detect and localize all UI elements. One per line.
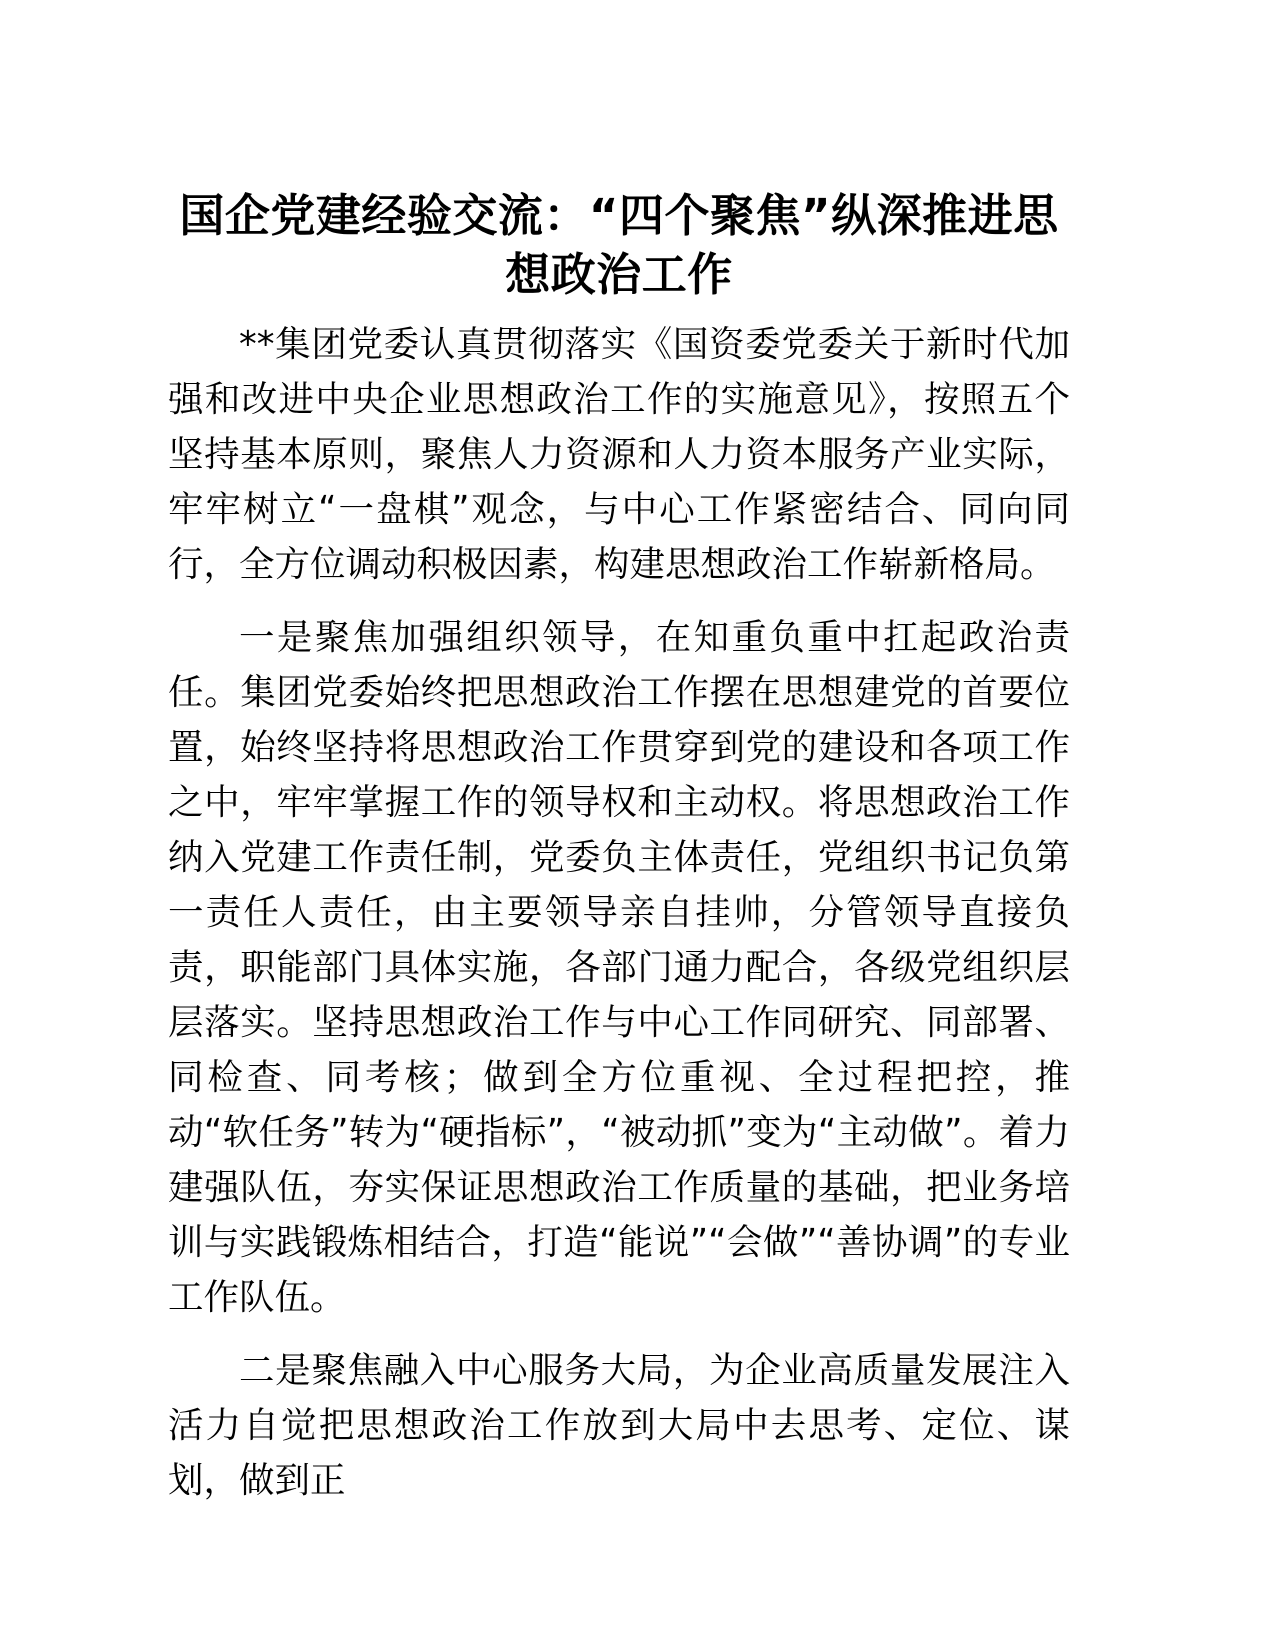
document-body <box>168 186 1070 1512</box>
paragraph-spacer <box>168 1329 1070 1343</box>
paragraph-spacer <box>168 596 1070 610</box>
paragraph-2: 一是聚焦加强组织领导，在知重负重中扛起政治责任。集团党委始终把思想政治工作摆在思想建党的首要位置，始终坚持将思想政治工作贯穿到党的建设和各项工作之中，牢牢掌握工作的领导权和主动权。将思想政治工作纳入党建工作责任制，党委负主体责任，党组织书记负第一责任人责任，由主要领导亲自挂帅，分管领导直接负责，职能部门具体实施，各部门通力配合，各级党组织层层落实。坚持思想政治工作与中心工作同研究、同部署、同检查、同考核；做到全方位重视、全过程把控，推动“软任务”转为“硬指标”，“被动抓”变为“主动做”。着力建强队伍，夯实保证思想政治工作质量的基础，把业务培训与实践锻炼相结合，打造“能说”“会做”“善协调”的专业工作队伍。 <box>168 616 1070 1319</box>
paragraph-1: **集团党委认真贯彻落实《国资委党委关于新时代加强和改进中央企业思想政治工作的实施意见》，按照五个坚持基本原则，聚焦人力资源和人力资本服务产业实际，牢牢树立“一盘棋”观念，与中心工作紧密结合、同向同行，全方位调动积极因素，构建思想政治工作崭新格局。 <box>168 323 1070 585</box>
page-title: 国企党建经验交流：“四个聚焦”纵深推进思想政治工作 <box>179 189 1059 302</box>
paragraph-3: 二是聚焦融入中心服务大局，为企业高质量发展注入活力自觉把思想政治工作放到大局中去思考、定位、谋划，做到正 <box>168 1350 1070 1502</box>
